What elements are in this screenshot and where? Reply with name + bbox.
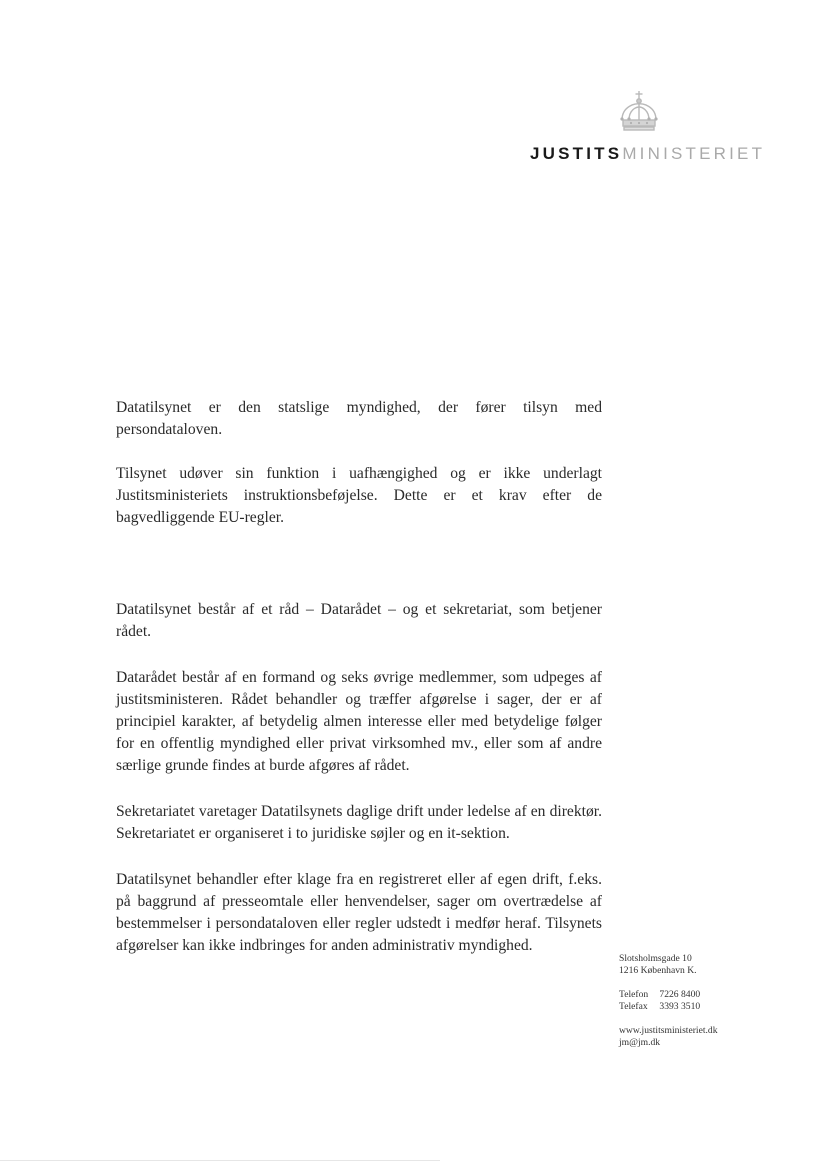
paragraph-independence: Tilsynet udøver sin funktion i uafhængighed og er ikke underlagt Justitsministeriets instruktionsbeføjelse. Dette er et krav efter de bagvedliggende EU-regler.: [116, 465, 602, 526]
contact-phone-row: [619, 989, 809, 1001]
logo-bold-text: JUSTITS: [530, 144, 623, 163]
contact-email[interactable]: jm@jm.dk: [619, 1037, 661, 1048]
phone-number: 7226 8400: [659, 989, 701, 1000]
contact-block: [619, 953, 809, 1049]
fax-number: 3393 3510: [659, 1001, 701, 1012]
ministry-logo: [530, 90, 766, 170]
contact-website[interactable]: www.justitsministeriet.dk: [619, 1025, 718, 1036]
paragraph-supervision: Datatilsynet er den statslige myndighed, der fører tilsyn med persondataloven.: [116, 399, 602, 438]
contact-street: Slotsholmsgade 10: [619, 953, 692, 964]
phone-label: Telefon: [619, 989, 649, 1000]
fax-label: Telefax: [619, 1001, 648, 1012]
paragraph-secretariat: Sekretariatet varetager Datatilsynets daglige drift under ledelse af en direktør. Sekretariatet er organiseret i to juridiske søjler og en it-sektion.: [116, 803, 602, 842]
crown-icon: [616, 90, 662, 136]
contact-city: 1216 København K.: [619, 965, 697, 976]
paragraph-complaints: Datatilsynet behandler efter klage fra en registreret eller af egen drift, f.eks. på baggrund af presseomtale eller henvendelser, sager om overtrædelse af bestemmelser i persondataloven eller regler udstedt i medfør heraf. Tilsynets afgørelser kan ikke indbringes for anden administrativ myndighed.: [116, 871, 602, 954]
logo-light-text: MINISTERIET: [622, 144, 766, 163]
ministry-wordmark: [530, 144, 765, 164]
scan-edge-line: [0, 1160, 440, 1161]
paragraph-composition: Datatilsynet består af et råd – Datarådet – og et sekretariat, som betjener rådet.: [116, 601, 602, 640]
paragraph-council: Datarådet består af en formand og seks øvrige medlemmer, som udpeges af justitsministeren. Rådet behandler og træffer afgørelse i sager, der er af principiel karakter, af betydelig almen interesse eller med betydelige følger for en offentlig myndighed eller privat virksomhed mv., eller som af andre særlige grunde findes at burde afgøres af rådet.: [116, 669, 602, 774]
letter-body: [116, 397, 602, 957]
contact-fax-row: [619, 1001, 809, 1013]
